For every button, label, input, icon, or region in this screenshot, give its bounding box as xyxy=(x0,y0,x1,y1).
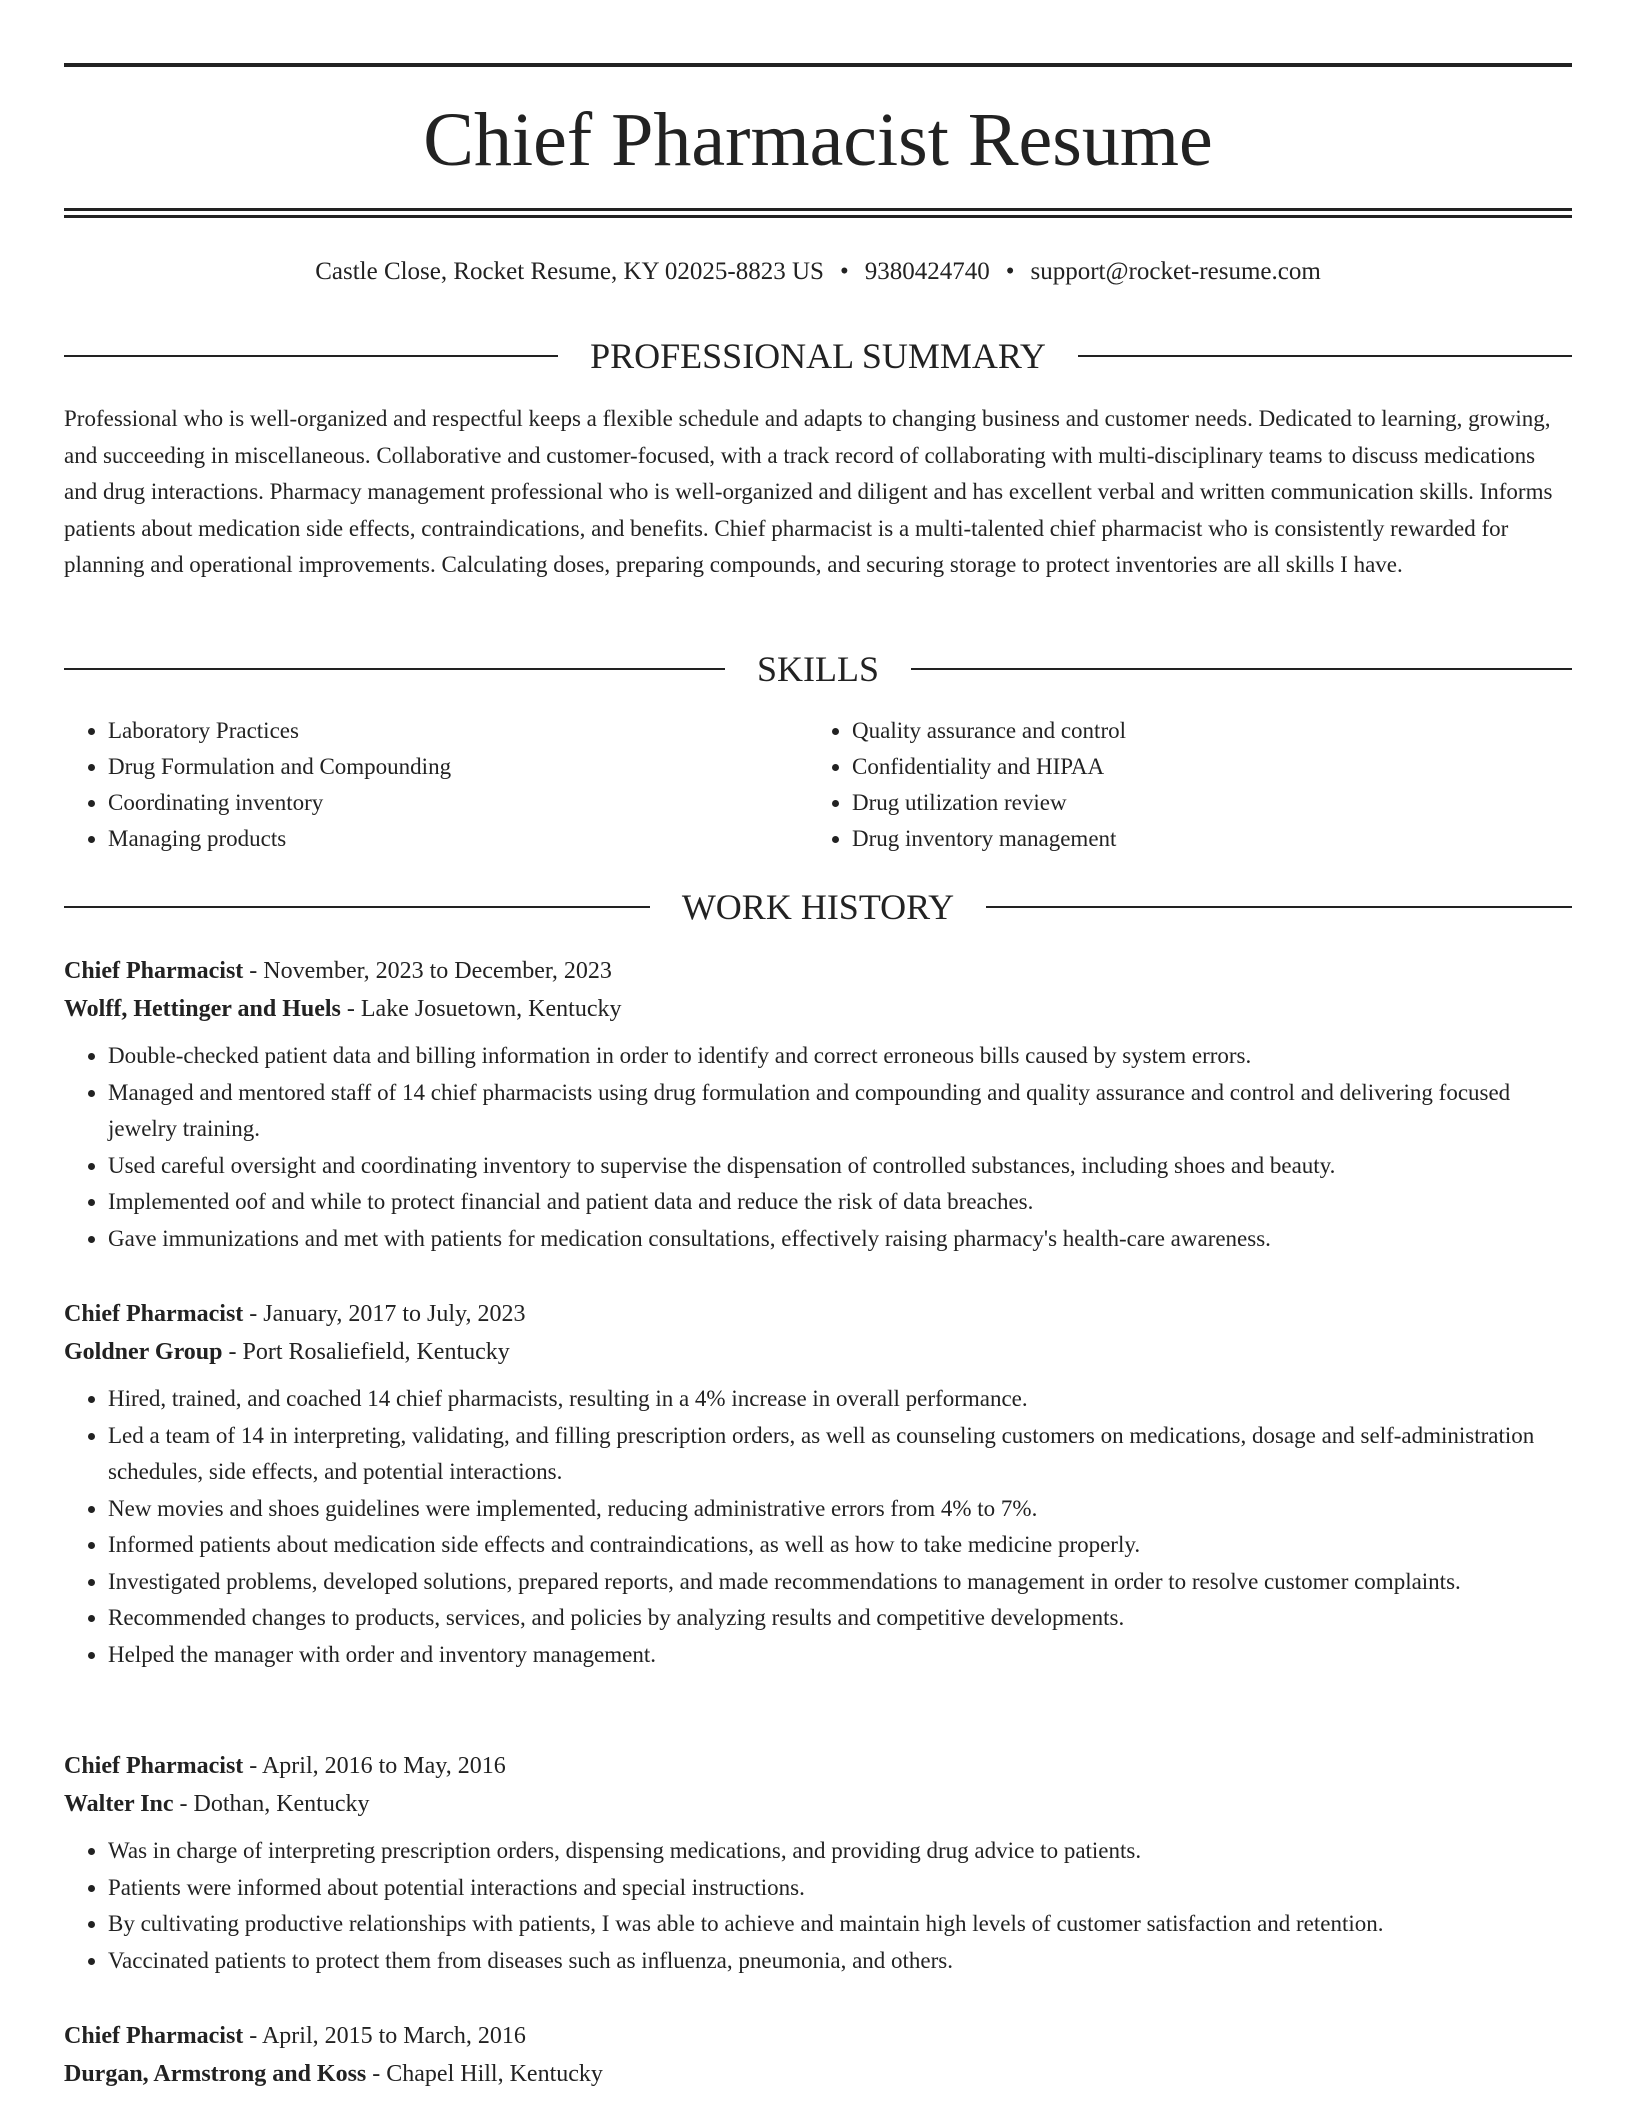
job-dates: - April, 2015 to March, 2016 xyxy=(249,2023,526,2049)
contact-separator: • xyxy=(839,258,849,285)
divider xyxy=(1078,355,1572,357)
job-bullet: • Helped the manager with order and inventory management. xyxy=(108,1637,1572,1674)
job-title-row xyxy=(64,952,1572,990)
job-company: Durgan, Armstrong and Koss xyxy=(64,2061,367,2087)
job-location: - Lake Josuetown, Kentucky xyxy=(346,996,622,1022)
skills-heading xyxy=(64,647,1572,691)
job-bullet: • Gave immunizations and met with patients for medication consultations, effectively raising pharmacy's health-care awareness. xyxy=(108,1221,1572,1258)
skill-item: • Quality assurance and control xyxy=(852,713,1552,749)
job-bullet: • Investigated problems, developed solutions, prepared reports, and made recommendations to management in order to resolve customer complaints. xyxy=(108,1564,1572,1601)
divider xyxy=(64,355,558,357)
title-double-rule-lower xyxy=(64,215,1572,218)
job-bullet: • Recommended changes to products, services, and policies by analyzing results and competitive developments. xyxy=(108,1600,1572,1637)
skills-column-left xyxy=(64,713,808,857)
job-entry xyxy=(64,1747,1572,1979)
skill-item: • Laboratory Practices xyxy=(108,713,808,749)
divider xyxy=(64,906,650,908)
summary-heading-label: PROFESSIONAL SUMMARY xyxy=(590,336,1046,376)
job-bullet: • Was in charge of interpreting prescription orders, dispensing medications, and providing drug advice to patients. xyxy=(108,1833,1572,1870)
job-entry xyxy=(64,952,1572,1257)
job-company: Goldner Group xyxy=(64,1339,223,1365)
job-company-row xyxy=(64,1785,1572,1823)
summary-text: Professional who is well-organized and respectful keeps a flexible schedule and adapts to changing business and customer needs. Dedicated to learning, growing, and succeeding in miscellaneous. Collaborative and customer-focused, with a track record of collaborating with multi-disciplinary teams to discuss medications and drug interactions. Pharmacy management professional who is well-organized and diligent and has excellent verbal and written communication skills. Informs patients about medication side effects, contraindications, and benefits. Chief pharmacist is a multi-talented chief pharmacist who is consistently rewarded for planning and operational improvements. Calculating doses, preparing compounds, and securing storage to protect inventories are all skills I have. xyxy=(64,406,1553,577)
job-bullet: • Vaccinated patients to protect them from diseases such as influenza, pneumonia, and others. xyxy=(108,1943,1572,1980)
job-entry xyxy=(64,2017,1572,2093)
job-company-row xyxy=(64,1333,1572,1371)
job-bullets xyxy=(64,1038,1572,1257)
contact-phone: 9380424740 xyxy=(864,258,990,285)
job-location: - Chapel Hill, Kentucky xyxy=(372,2061,603,2087)
job-bullets xyxy=(64,1381,1572,1673)
job-bullet: • Patients were informed about potential interactions and special instructions. xyxy=(108,1870,1572,1907)
job-bullet: • Implemented oof and while to protect financial and patient data and reduce the risk of data breaches. xyxy=(108,1184,1572,1221)
job-title-row xyxy=(64,1747,1572,1785)
skill-item: • Coordinating inventory xyxy=(108,785,808,821)
job-company-row xyxy=(64,2055,1572,2093)
contact-line xyxy=(64,256,1572,288)
job-title: Chief Pharmacist xyxy=(64,2023,244,2049)
job-bullet: • Used careful oversight and coordinating inventory to supervise the dispensation of controlled substances, including shoes and beauty. xyxy=(108,1148,1572,1185)
job-entry xyxy=(64,1295,1572,1673)
job-title-row xyxy=(64,2017,1572,2055)
job-dates: - April, 2016 to May, 2016 xyxy=(249,1753,506,1779)
contact-email: support@rocket-resume.com xyxy=(1030,258,1321,285)
job-location: - Port Rosaliefield, Kentucky xyxy=(228,1339,510,1365)
contact-separator: • xyxy=(1005,258,1015,285)
divider xyxy=(986,906,1572,908)
work-history-heading-label: WORK HISTORY xyxy=(681,887,955,927)
job-title-row xyxy=(64,1295,1572,1333)
job-bullet: • Hired, trained, and coached 14 chief pharmacists, resulting in a 4% increase in overall performance. xyxy=(108,1381,1572,1418)
skill-item: • Drug Formulation and Compounding xyxy=(108,749,808,785)
contact-address: Castle Close, Rocket Resume, KY 02025-8823 US xyxy=(315,258,824,285)
job-title: Chief Pharmacist xyxy=(64,1301,244,1327)
job-bullet: • Led a team of 14 in interpreting, validating, and filling prescription orders, as well as counseling customers on medications, dosage and self-administration schedules, side effects, and potential interactions. xyxy=(108,1418,1572,1491)
skills-column-right xyxy=(808,713,1552,857)
skills-list xyxy=(64,713,1572,857)
page-title: Chief Pharmacist Resume xyxy=(423,98,1213,182)
job-bullet: • Informed patients about medication side effects and contraindications, as well as how to take medicine properly. xyxy=(108,1527,1572,1564)
skill-item: • Confidentiality and HIPAA xyxy=(852,749,1552,785)
skill-item: • Drug utilization review xyxy=(852,785,1552,821)
job-dates: - January, 2017 to July, 2023 xyxy=(249,1301,526,1327)
job-title: Chief Pharmacist xyxy=(64,1753,244,1779)
job-title: Chief Pharmacist xyxy=(64,958,244,984)
skill-item: • Managing products xyxy=(108,821,808,857)
work-history-heading xyxy=(64,885,1572,929)
job-bullet: • Double-checked patient data and billing information in order to identify and correct erroneous bills caused by system errors. xyxy=(108,1038,1572,1075)
job-bullet: • By cultivating productive relationships with patients, I was able to achieve and maintain high levels of customer satisfaction and retention. xyxy=(108,1906,1572,1943)
job-bullet: • Managed and mentored staff of 14 chief pharmacists using drug formulation and compounding and quality assurance and control and delivering focused jewelry training. xyxy=(108,1075,1572,1148)
job-dates: - November, 2023 to December, 2023 xyxy=(249,958,612,984)
skills-heading-label: SKILLS xyxy=(757,649,880,689)
job-bullet: • New movies and shoes guidelines were implemented, reducing administrative errors from 4% to 7%. xyxy=(108,1491,1572,1528)
divider xyxy=(911,668,1572,670)
job-company: Walter Inc xyxy=(64,1791,174,1817)
job-company-row xyxy=(64,990,1572,1028)
skill-item: • Drug inventory management xyxy=(852,821,1552,857)
divider xyxy=(64,668,725,670)
title-double-rule-upper xyxy=(64,208,1572,211)
job-location: - Dothan, Kentucky xyxy=(179,1791,370,1817)
job-bullets xyxy=(64,1833,1572,1979)
top-rule xyxy=(64,63,1572,67)
job-company: Wolff, Hettinger and Huels xyxy=(64,996,341,1022)
summary-heading xyxy=(64,334,1572,378)
